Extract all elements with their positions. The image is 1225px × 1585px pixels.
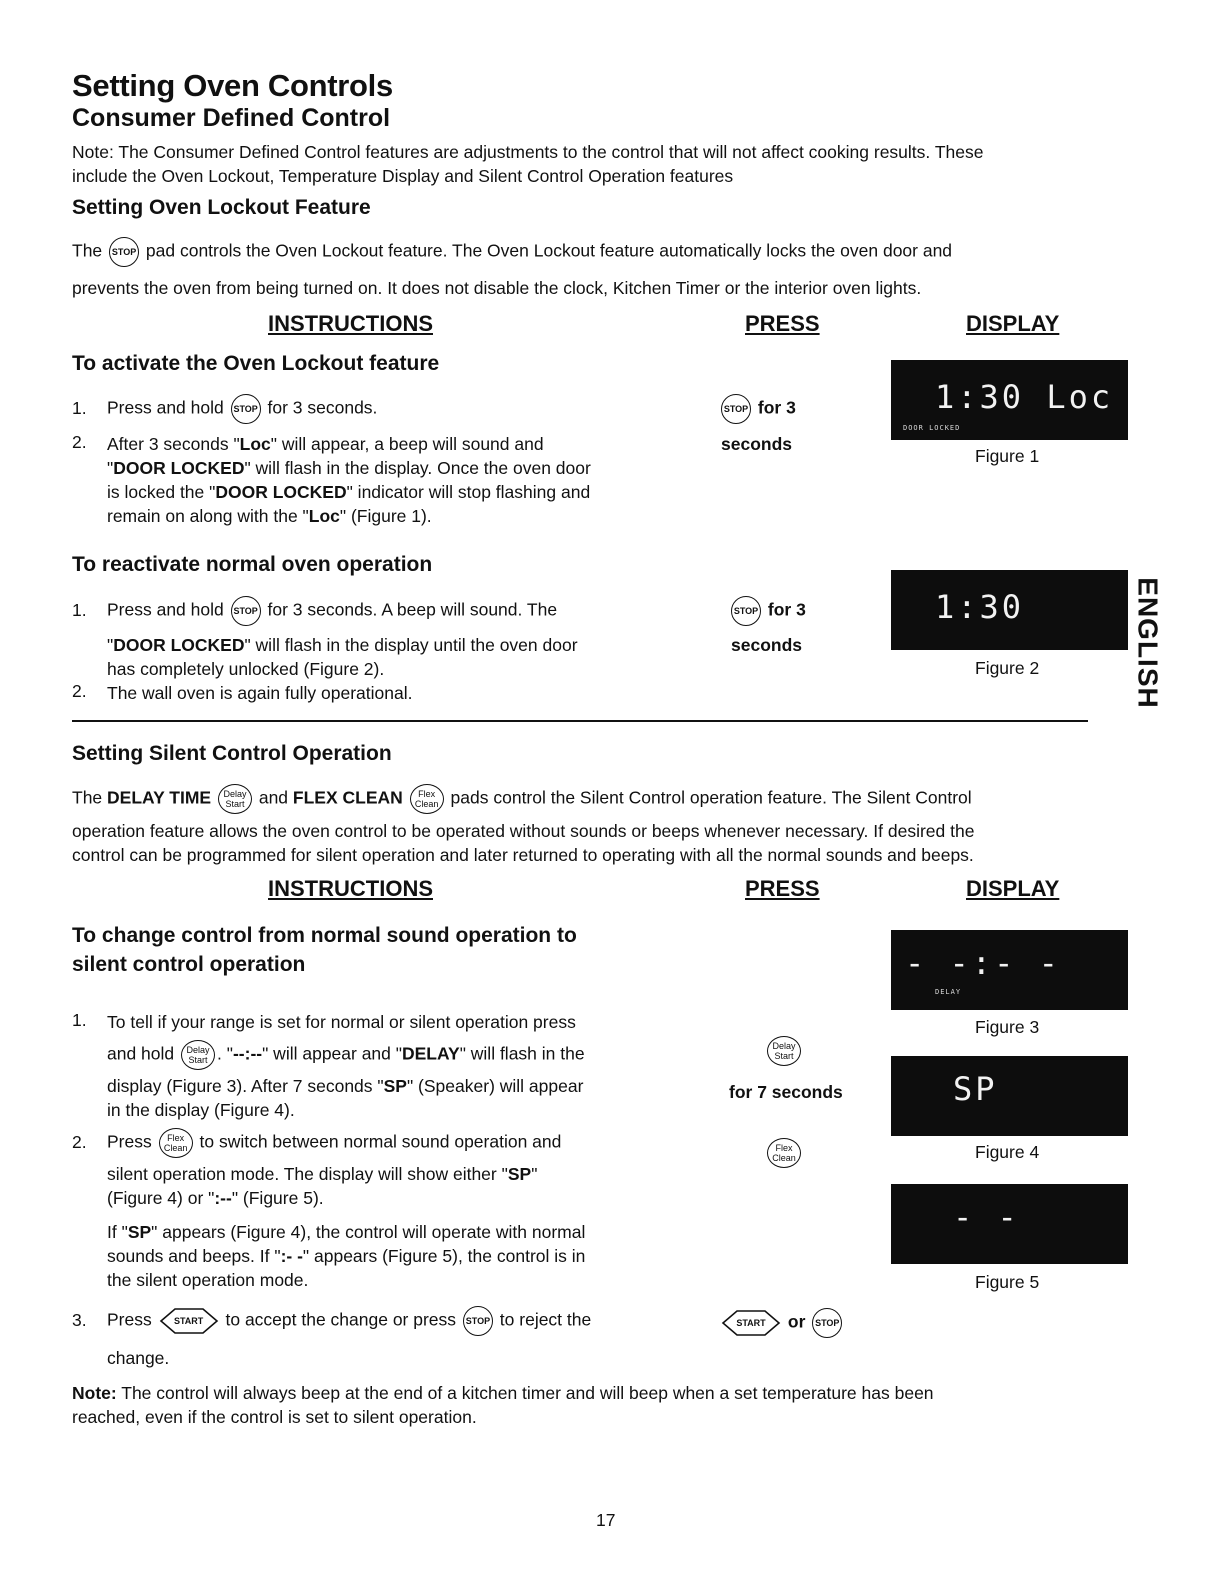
- delay-start-pad-icon: [181, 1040, 215, 1070]
- silent-step2-line-5: [107, 1244, 585, 1268]
- figure-2-caption: Figure 2: [975, 658, 1040, 678]
- figure-4-caption: Figure 4: [975, 1142, 1040, 1162]
- silent-step2-line-4: [107, 1220, 585, 1244]
- silent-col-display: DISPLAY: [966, 876, 1060, 901]
- page-title: Setting Oven Controls: [72, 68, 393, 103]
- stop-pad-icon: STOP: [463, 1306, 493, 1336]
- pad-text: Delay: [223, 789, 247, 799]
- pad-text: Clean: [163, 1143, 188, 1153]
- press-or-label: or: [787, 1311, 806, 1332]
- section-divider: [72, 720, 1088, 722]
- silent-step1-line-2: [107, 1040, 585, 1070]
- text: " indicator will stop flashing and: [346, 482, 591, 502]
- silent-step1-line-1: To tell if your range is set for normal or silent operation press: [107, 1012, 576, 1032]
- flex-clean-pad-icon: [159, 1128, 193, 1158]
- reactivate-step1-line-2: [107, 633, 578, 657]
- silent-intro-line-3: control can be programmed for silent operation and later returned to operating with all the normal sounds and beeps.: [72, 845, 974, 865]
- delay-label: DELAY: [401, 1043, 460, 1064]
- figure-1-caption: Figure 1: [975, 446, 1040, 466]
- text: " will flash in the: [459, 1043, 585, 1064]
- reactivate-press: [729, 596, 806, 626]
- text: " will appear, a beep will sound and: [270, 434, 544, 454]
- delay-time-label: DELAY TIME: [107, 787, 212, 808]
- press-delay: [765, 1036, 803, 1066]
- activate-step2-line-4: [107, 504, 432, 528]
- activate-step2-num: 2.: [72, 432, 87, 452]
- lockout-intro-line-2: prevents the oven from being turned on. It does not disable the clock, Kitchen Timer or the interior oven lights.: [72, 278, 922, 298]
- silent-note-line-1: [72, 1381, 934, 1405]
- display-readout: 1:30: [935, 588, 1025, 626]
- activate-heading: To activate the Oven Lockout feature: [72, 352, 440, 375]
- text: Press: [107, 1309, 152, 1330]
- pad-text: Start: [188, 1055, 208, 1065]
- reactivate-step2: The wall oven is again fully operational.: [107, 683, 413, 703]
- activate-step2-line-1: [107, 432, 544, 456]
- text: to accept the change or press: [225, 1309, 457, 1330]
- loc-label: Loc: [308, 506, 340, 526]
- intro-note-line-1: Note: The Consumer Defined Control features are adjustments to the control that will not affect cooking results. These: [72, 142, 984, 162]
- text: The: [72, 787, 103, 808]
- pad-text: START: [736, 1318, 766, 1328]
- silent-step2-line-3: [107, 1186, 324, 1210]
- language-label: ENGLISH: [1133, 577, 1164, 709]
- text: (Figure 4) or ": [107, 1188, 215, 1208]
- silent-step1-line-3: [107, 1074, 583, 1098]
- silent-step3-line-2: change.: [107, 1348, 170, 1368]
- intro-note-line-2: include the Oven Lockout, Temperature Display and Silent Control Operation features: [72, 166, 734, 186]
- stop-pad-icon: STOP: [812, 1308, 842, 1338]
- change-heading-line-2: silent control operation: [72, 953, 306, 976]
- pad-text: Flex: [775, 1143, 793, 1153]
- page-number: 17: [596, 1510, 616, 1530]
- lockout-intro-text-b: pad controls the Oven Lockout feature. The Oven Lockout feature automatically locks the oven door and: [145, 240, 953, 261]
- text: " appears (Figure 4), the control will operate with normal: [151, 1222, 586, 1242]
- text: ": [531, 1164, 538, 1184]
- reactivate-heading: To reactivate normal oven operation: [72, 553, 433, 576]
- dashes-label: :--: [214, 1188, 232, 1208]
- stop-pad-icon: STOP: [721, 394, 751, 424]
- activate-step1: [107, 394, 377, 424]
- figure-3-caption: Figure 3: [975, 1017, 1040, 1037]
- delay-indicator: DELAY: [935, 988, 962, 996]
- page-subtitle: Consumer Defined Control: [72, 104, 391, 132]
- text: If ": [107, 1222, 128, 1242]
- reactivate-press-label: for 3: [767, 599, 806, 620]
- door-locked-label: DOOR LOCKED: [113, 635, 245, 655]
- pad-text: Delay: [186, 1045, 210, 1055]
- display-figure-5: [891, 1184, 1128, 1264]
- text: ": [107, 458, 114, 478]
- reactivate-step1-text-b: for 3 seconds. A beep will sound. The: [267, 599, 558, 620]
- loc-label: Loc: [239, 434, 271, 454]
- text: and: [258, 787, 289, 808]
- stop-pad-icon: STOP: [109, 237, 139, 267]
- text: The control will always beep at the end of a kitchen timer and will beep when a set temperature has been: [116, 1383, 934, 1403]
- figure-5-caption: Figure 5: [975, 1272, 1040, 1292]
- pad-text: Flex: [167, 1133, 185, 1143]
- delay-start-pad-icon: [218, 784, 252, 814]
- flex-clean-pad-icon: [767, 1138, 801, 1168]
- display-figure-2: [891, 570, 1128, 650]
- silent-step1-num: 1.: [72, 1010, 87, 1030]
- display-readout: - -:- -: [905, 944, 1061, 982]
- text: pads control the Silent Control operation feature. The Silent Control: [450, 787, 972, 808]
- pad-text: Clean: [772, 1153, 796, 1163]
- display-figure-1: [891, 360, 1128, 440]
- delay-start-pad-icon: [767, 1036, 801, 1066]
- text: " (Figure 5).: [231, 1188, 324, 1208]
- stop-pad-icon: STOP: [731, 596, 761, 626]
- pad-text: Clean: [414, 799, 439, 809]
- start-pad-icon: [721, 1309, 781, 1337]
- start-pad-icon: [159, 1307, 219, 1335]
- door-locked-label: DOOR LOCKED: [215, 482, 347, 502]
- silent-step3-line-1: [107, 1306, 591, 1336]
- display-figure-4: [891, 1056, 1128, 1136]
- text: to reject the: [499, 1309, 592, 1330]
- reactivate-step1-num: 1.: [72, 600, 87, 620]
- text: After 3 seconds ": [107, 434, 240, 454]
- pad-text: Delay: [772, 1041, 796, 1051]
- pad-text: START: [173, 1316, 204, 1326]
- sp-label: SP: [127, 1222, 152, 1242]
- pad-text: Flex: [418, 789, 436, 799]
- text: " will flash in the display. Once the oven door: [244, 458, 591, 478]
- silent-col-press: PRESS: [745, 876, 820, 901]
- sp-label: SP: [383, 1076, 407, 1096]
- press-start-or-stop: [719, 1308, 844, 1338]
- activate-step1-text-a: Press and hold: [107, 397, 224, 418]
- display-figure-3: [891, 930, 1128, 1010]
- language-side-tab: [1131, 573, 1165, 713]
- text: display (Figure 3). After 7 seconds ": [107, 1076, 384, 1096]
- dashes-label: :- -: [280, 1246, 303, 1266]
- pad-text: Start: [225, 799, 245, 809]
- reactivate-step1-line-3: has completely unlocked (Figure 2).: [107, 659, 385, 679]
- stop-pad-icon: STOP: [231, 394, 261, 424]
- text: " (Figure 1).: [339, 506, 432, 526]
- silent-step2-line-1: [107, 1128, 561, 1158]
- text: silent operation mode. The display will show either ": [107, 1164, 508, 1184]
- silent-step2-line-6: the silent operation mode.: [107, 1270, 309, 1290]
- text: remain on along with the ": [107, 506, 309, 526]
- silent-col-instructions: INSTRUCTIONS: [268, 876, 433, 901]
- text: Press: [107, 1131, 152, 1152]
- reactivate-step1-text-a: Press and hold: [107, 599, 224, 620]
- door-locked-label: DOOR LOCKED: [113, 458, 245, 478]
- door-locked-indicator: DOOR LOCKED: [903, 424, 961, 432]
- pad-text: Start: [774, 1051, 794, 1061]
- lockout-col-display: DISPLAY: [966, 311, 1060, 336]
- flex-clean-pad-icon: [410, 784, 444, 814]
- press-flex: [765, 1138, 803, 1168]
- silent-intro-line-2: operation feature allows the oven control to be operated without sounds or beeps whenever necessary. If desired the: [72, 821, 975, 841]
- text: " will appear and ": [262, 1043, 402, 1064]
- activate-press-seconds: seconds: [721, 434, 792, 454]
- activate-step2-line-2: [107, 456, 591, 480]
- text: sounds and beeps. If ": [107, 1246, 281, 1266]
- display-readout: SP: [953, 1070, 998, 1108]
- lockout-col-press: PRESS: [745, 311, 820, 336]
- lockout-intro-text-a: The: [72, 240, 103, 261]
- text: and hold: [107, 1043, 175, 1064]
- activate-press-label: for 3: [757, 397, 796, 418]
- note-label: Note:: [72, 1383, 117, 1403]
- reactivate-step2-num: 2.: [72, 681, 87, 701]
- activate-press: [719, 394, 796, 424]
- text: to switch between normal sound operation and: [199, 1131, 562, 1152]
- display-readout: 1:30 Loc: [935, 378, 1114, 416]
- reactivate-press-seconds: seconds: [731, 635, 802, 655]
- stop-pad-icon: STOP: [231, 596, 261, 626]
- text: . ": [217, 1043, 233, 1064]
- flex-clean-label: FLEX CLEAN: [292, 787, 403, 808]
- display-readout: - -: [953, 1198, 1020, 1236]
- dashes-label: --:--: [232, 1043, 263, 1064]
- silent-heading: Setting Silent Control Operation: [72, 742, 392, 765]
- text: " (Speaker) will appear: [406, 1076, 584, 1096]
- press-delay-seconds: for 7 seconds: [729, 1082, 843, 1102]
- silent-intro-line-1: [72, 784, 972, 814]
- text: is locked the ": [107, 482, 216, 502]
- change-heading-line-1: To change control from normal sound operation to: [72, 924, 577, 947]
- reactivate-step1: [107, 596, 557, 626]
- activate-step1-num: 1.: [72, 398, 87, 418]
- text: " appears (Figure 5), the control is in: [302, 1246, 586, 1266]
- activate-step1-text-b: for 3 seconds.: [267, 397, 378, 418]
- lockout-heading: Setting Oven Lockout Feature: [72, 196, 371, 219]
- activate-step2-line-3: [107, 480, 590, 504]
- text: " will flash in the display until the oven door: [244, 635, 578, 655]
- lockout-intro-line-1: [72, 237, 952, 267]
- silent-step2-num: 2.: [72, 1132, 87, 1152]
- silent-step2-line-2: [107, 1162, 537, 1186]
- silent-note-line-2: reached, even if the control is set to silent operation.: [72, 1407, 477, 1427]
- lockout-col-instructions: INSTRUCTIONS: [268, 311, 433, 336]
- sp-label: SP: [507, 1164, 532, 1184]
- text: ": [107, 635, 114, 655]
- silent-step3-num: 3.: [72, 1310, 87, 1330]
- silent-step1-line-4: in the display (Figure 4).: [107, 1100, 295, 1120]
